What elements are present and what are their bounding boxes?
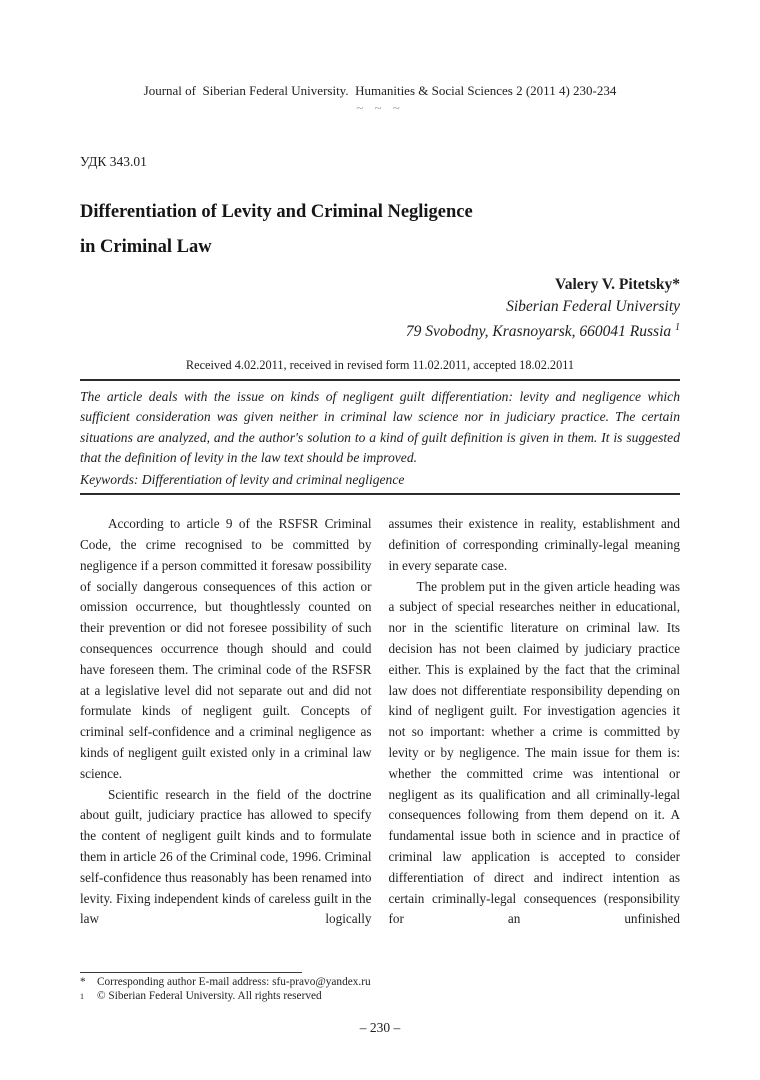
footnote-marker-sup: 1 xyxy=(80,991,84,1001)
footnote-marker xyxy=(80,990,97,1008)
footnote-rule xyxy=(80,972,302,973)
article-title-line2: in Criminal Law xyxy=(80,237,212,257)
paragraph: Scientific research in the field of the doctrine about guilt, judiciary practice has allowed to specify the content of negligent guilt kinds and to formulate them in article 26 of the Criminal code, 1996. Criminal self-confidence thus reasonably has been renamed into levity. Fixing independent kinds of careless guilt in the law logically xyxy=(80,786,372,927)
author-name: Valery V. Pitetsky* xyxy=(554,276,680,293)
author-address-text: 79 Svobodny, Krasnoyarsk, 660041 Russia xyxy=(405,323,672,341)
author-block xyxy=(80,274,680,343)
keywords-line: Keywords: Differentiation of levity and criminal negligence xyxy=(80,471,405,487)
footnotes xyxy=(80,976,680,1008)
footnote-text: © Siberian Federal University. All rights reserved xyxy=(97,989,322,1002)
author-address xyxy=(80,317,680,343)
paragraph: According to article 9 of the RSFSR Criminal Code, the crime recognised to be committed by negligence if a person committed it foresaw possibility of socially dangerous consequences of this action or omission occurrence, but thoughtlessly counted on their prevention or did not foresee possibility of such consequences occurrence though should and could have foreseen them. The criminal code of the RSFSR at a legislative level did not separate out and did not formulate kinds of negligent guilt. Concepts of criminal self-confidence and a criminal negligence as kinds of negligent guilt existed only in a criminal law science. xyxy=(80,516,372,781)
left-column xyxy=(80,514,372,972)
paragraph: The problem put in the given article heading was a subject of special researches neither in educational, nor in the scientific literature on criminal law. Its decision has not been claimed by judiciary practice either. This is explained by the fact that the criminal law does not differentiate responsibility depending on kind of negligent guilt. For investigation agencies it not so important: whether a crime is committed by levity or by negligence. The main issue for them is: whether the committed crime was intentional or negligent as its qualification and all criminally-legal consequences following from them depend on it. A fundamental issue both in science and in practice of criminal law application is accepted to consider differentiation of direct and indirect intention as certain criminally-legal consequences (responsibility for an unfinished xyxy=(388,578,680,927)
body-columns xyxy=(80,514,680,972)
footnote-text: Corresponding author E-mail address: sfu-pravo@yandex.ru xyxy=(97,976,371,989)
author-address-footnote-mark: 1 xyxy=(675,322,680,333)
tilde-ornament: ~ ~ ~ xyxy=(356,100,404,115)
author-affiliation: Siberian Federal University xyxy=(506,297,680,315)
abstract-text: The article deals with the issue on kinds of negligent guilt differentiation: levity and negligence which sufficient consideration was given neither in criminal law science nor in judiciary practice. The certain situations are analyzed, and the author's solution to a kind of guilt definition is given in them. It is suggested that the definition of levity in the law text should be improved. xyxy=(80,388,680,466)
footnote xyxy=(80,990,680,1008)
footnote xyxy=(80,976,680,990)
abstract-bottom-rule xyxy=(80,493,680,495)
footnote-marker: * xyxy=(80,976,86,989)
journal-header-line: Journal of Siberian Federal University. Humanities & Social Sciences 2 (2011 4) 230-234 xyxy=(143,83,617,98)
article-title-line1: Differentiation of Levity and Criminal Negligence xyxy=(80,202,473,222)
page-number: – 230 – xyxy=(359,1020,401,1036)
received-line: Received 4.02.2011, received in revised form 11.02.2011, accepted 18.02.2011 xyxy=(185,357,575,372)
paragraph: assumes their existence in reality, establishment and definition of corresponding criminally-legal meaning in every separate case. xyxy=(388,516,680,573)
udk-code: УДК 343.01 xyxy=(80,154,147,169)
right-column xyxy=(389,514,681,972)
article-title xyxy=(80,195,680,265)
abstract-top-rule xyxy=(80,379,680,381)
